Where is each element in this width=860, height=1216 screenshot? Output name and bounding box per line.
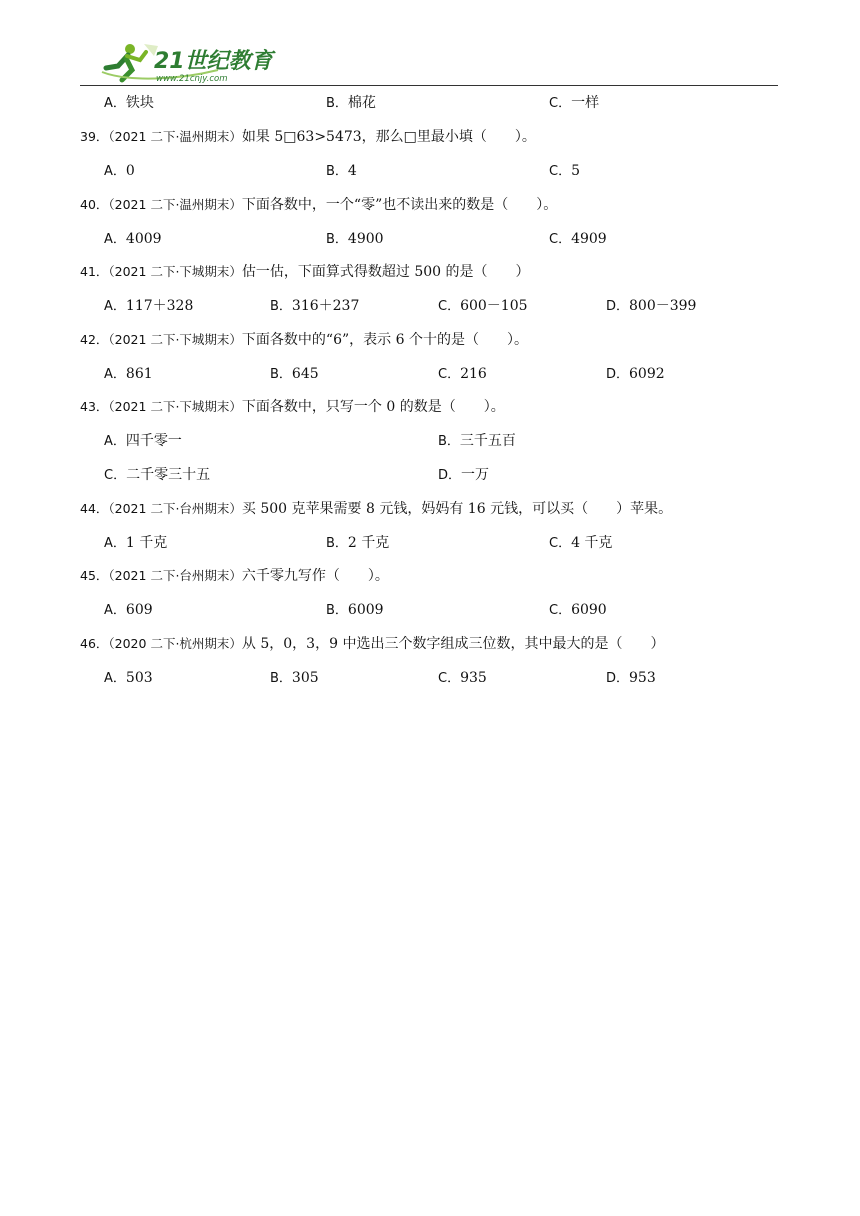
option-41-a: A．117＋328	[104, 298, 194, 314]
option-40-a: A．4009	[104, 231, 162, 247]
option-41-b: B．316＋237	[270, 298, 360, 314]
page-header	[0, 0, 860, 90]
option-42-d: D．6092	[606, 366, 665, 382]
option-38-b: B．棉花	[326, 95, 376, 111]
option-43-d: D．一万	[438, 467, 490, 483]
option-41-d: D．800－399	[606, 298, 697, 314]
option-41-c: C．600－105	[438, 298, 528, 314]
option-42-b: B．645	[270, 366, 319, 382]
option-43-b: B．三千五百	[438, 433, 516, 449]
option-43-c: C．二千零三十五	[104, 467, 211, 483]
header-divider	[80, 85, 778, 86]
question-44: 44．（2021 二下·台州期末）买 500 克苹果需要 8 元钱，妈妈有 16 元钱，可以买（ ）苹果。	[80, 501, 673, 517]
option-39-c: C．5	[549, 163, 580, 179]
option-42-a: A．861	[104, 366, 153, 382]
option-43-a: A．四千零一	[104, 433, 182, 449]
option-45-c: C．6090	[549, 602, 607, 618]
option-44-a: A．1 千克	[104, 535, 168, 551]
option-40-b: B．4900	[326, 231, 384, 247]
logo-main-text: 21世纪教育	[154, 49, 273, 74]
option-39-b: B．4	[326, 163, 357, 179]
option-46-d: D．953	[606, 670, 656, 686]
question-40: 40．（2021 二下·温州期末）下面各数中，一个“零”也不读出来的数是（ ）。	[80, 197, 558, 213]
option-45-a: A．609	[104, 602, 153, 618]
question-42: 42．（2021 二下·下城期末）下面各数中的“6”，表示 6 个十的是（ ）。	[80, 332, 528, 348]
option-46-c: C．935	[438, 670, 487, 686]
option-45-b: B．6009	[326, 602, 384, 618]
option-44-b: B．2 千克	[326, 535, 390, 551]
brand-logo	[98, 40, 278, 86]
option-40-c: C．4909	[549, 231, 607, 247]
question-41: 41．（2021 二下·下城期末）估一估，下面算式得数超过 500 的是（ ）	[80, 264, 530, 280]
option-38-c: C．一样	[549, 95, 600, 111]
option-39-a: A．0	[104, 163, 135, 179]
option-46-b: B．305	[270, 670, 319, 686]
option-46-a: A．503	[104, 670, 153, 686]
question-39: 39．（2021 二下·温州期末）如果 5□63>5473，那么□里最小填（ ）。	[80, 129, 536, 145]
question-45: 45．（2021 二下·台州期末）六千零九写作（ ）。	[80, 568, 389, 584]
option-42-c: C．216	[438, 366, 487, 382]
logo-sub-text: www.21cnjy.com	[156, 74, 228, 84]
option-38-a: A．铁块	[104, 95, 154, 111]
question-46: 46．（2020 二下·杭州期末）从 5，0，3，9 中选出三个数字组成三位数，其中最大的是（ ）	[80, 636, 665, 652]
option-44-c: C．4 千克	[549, 535, 613, 551]
question-43: 43．（2021 二下·下城期末）下面各数中，只写一个 0 的数是（ ）。	[80, 399, 505, 415]
